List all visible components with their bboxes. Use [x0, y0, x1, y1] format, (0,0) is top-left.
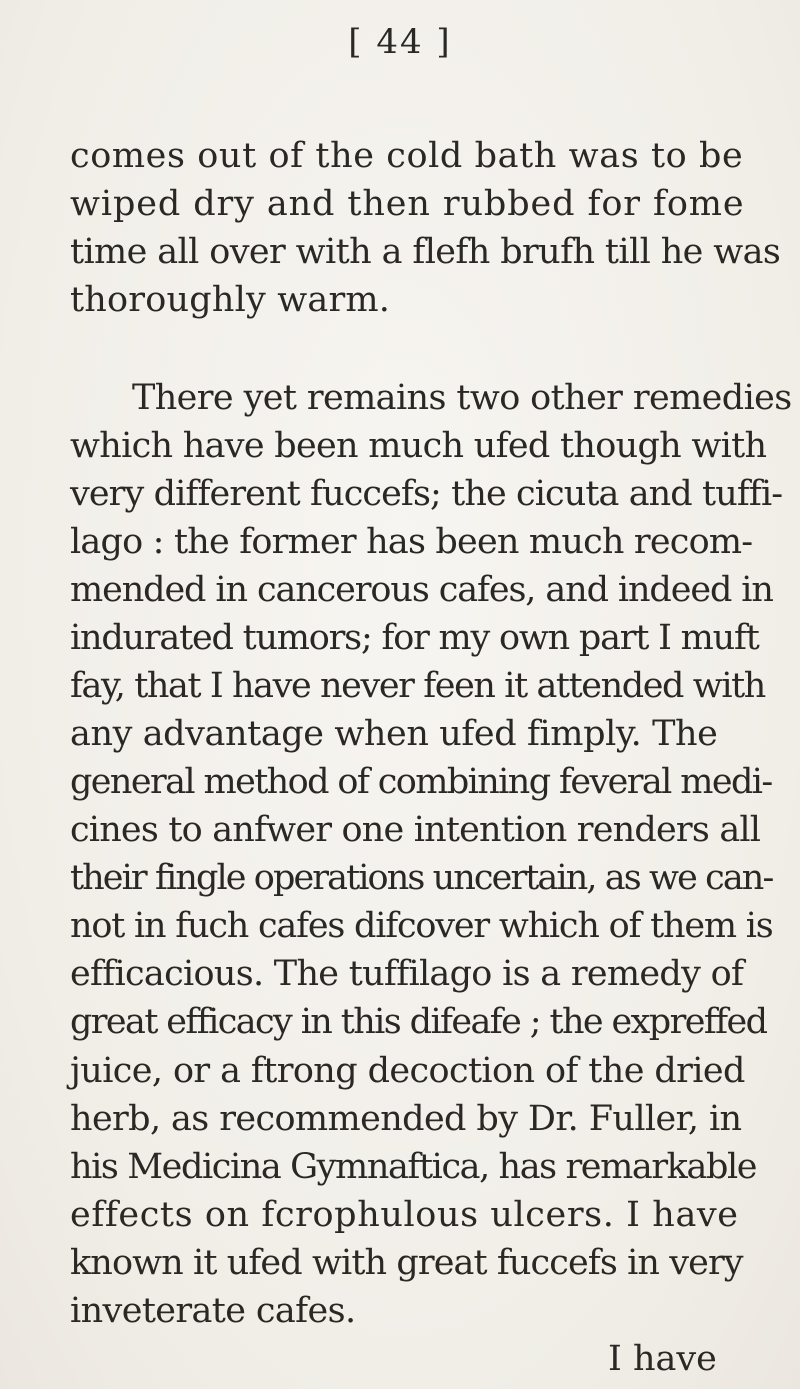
catchword: I have — [608, 1338, 717, 1379]
text-line: mended in cancerous cafes, and indeed in — [70, 569, 773, 610]
page-number-header: [ 44 ] — [348, 22, 452, 62]
text-line: lago : the former has been much recom- — [70, 521, 753, 562]
text-line: efficacious. The tuffilago is a remedy of — [70, 954, 744, 995]
text-line: general method of combining feveral medi- — [70, 762, 772, 803]
text-line: their fingle operations uncertain, as we can- — [70, 858, 773, 899]
text-line: great efficacy in this difeafe ; the expreffed — [70, 1002, 767, 1043]
text-line: juice, or a ftrong decoction of the dried — [70, 1050, 745, 1091]
text-line: thoroughly warm. — [70, 280, 391, 321]
text-line: cines to anfwer one intention renders all — [70, 810, 761, 851]
text-line: inveterate cafes. — [70, 1290, 356, 1331]
text-line: which have been much ufed though with — [70, 425, 767, 466]
text-line: effects on fcrophulous ulcers. I have — [70, 1194, 739, 1235]
text-line: not in fuch cafes difcover which of them is — [70, 906, 773, 947]
text-line: very different fuccefs; the cicuta and tuffi- — [70, 473, 783, 514]
text-line: time all over with a flefh brufh till he was — [70, 232, 781, 273]
text-line: his Medicina Gymnaftica, has remarkable — [70, 1146, 757, 1187]
text-line: fay, that I have never feen it attended with — [70, 665, 765, 706]
text-line: indurated tumors; for my own part I muft — [70, 617, 759, 658]
text-line: comes out of the cold bath was to be — [70, 136, 744, 176]
text-line: wiped dry and then rubbed for fome — [70, 184, 745, 225]
text-line: herb, as recommended by Dr. Fuller, in — [70, 1098, 742, 1139]
text-line: There yet remains two other remedies — [132, 377, 792, 418]
text-line: known it ufed with great fuccefs in very — [70, 1242, 743, 1283]
text-line: any advantage when ufed fimply. The — [70, 714, 718, 755]
